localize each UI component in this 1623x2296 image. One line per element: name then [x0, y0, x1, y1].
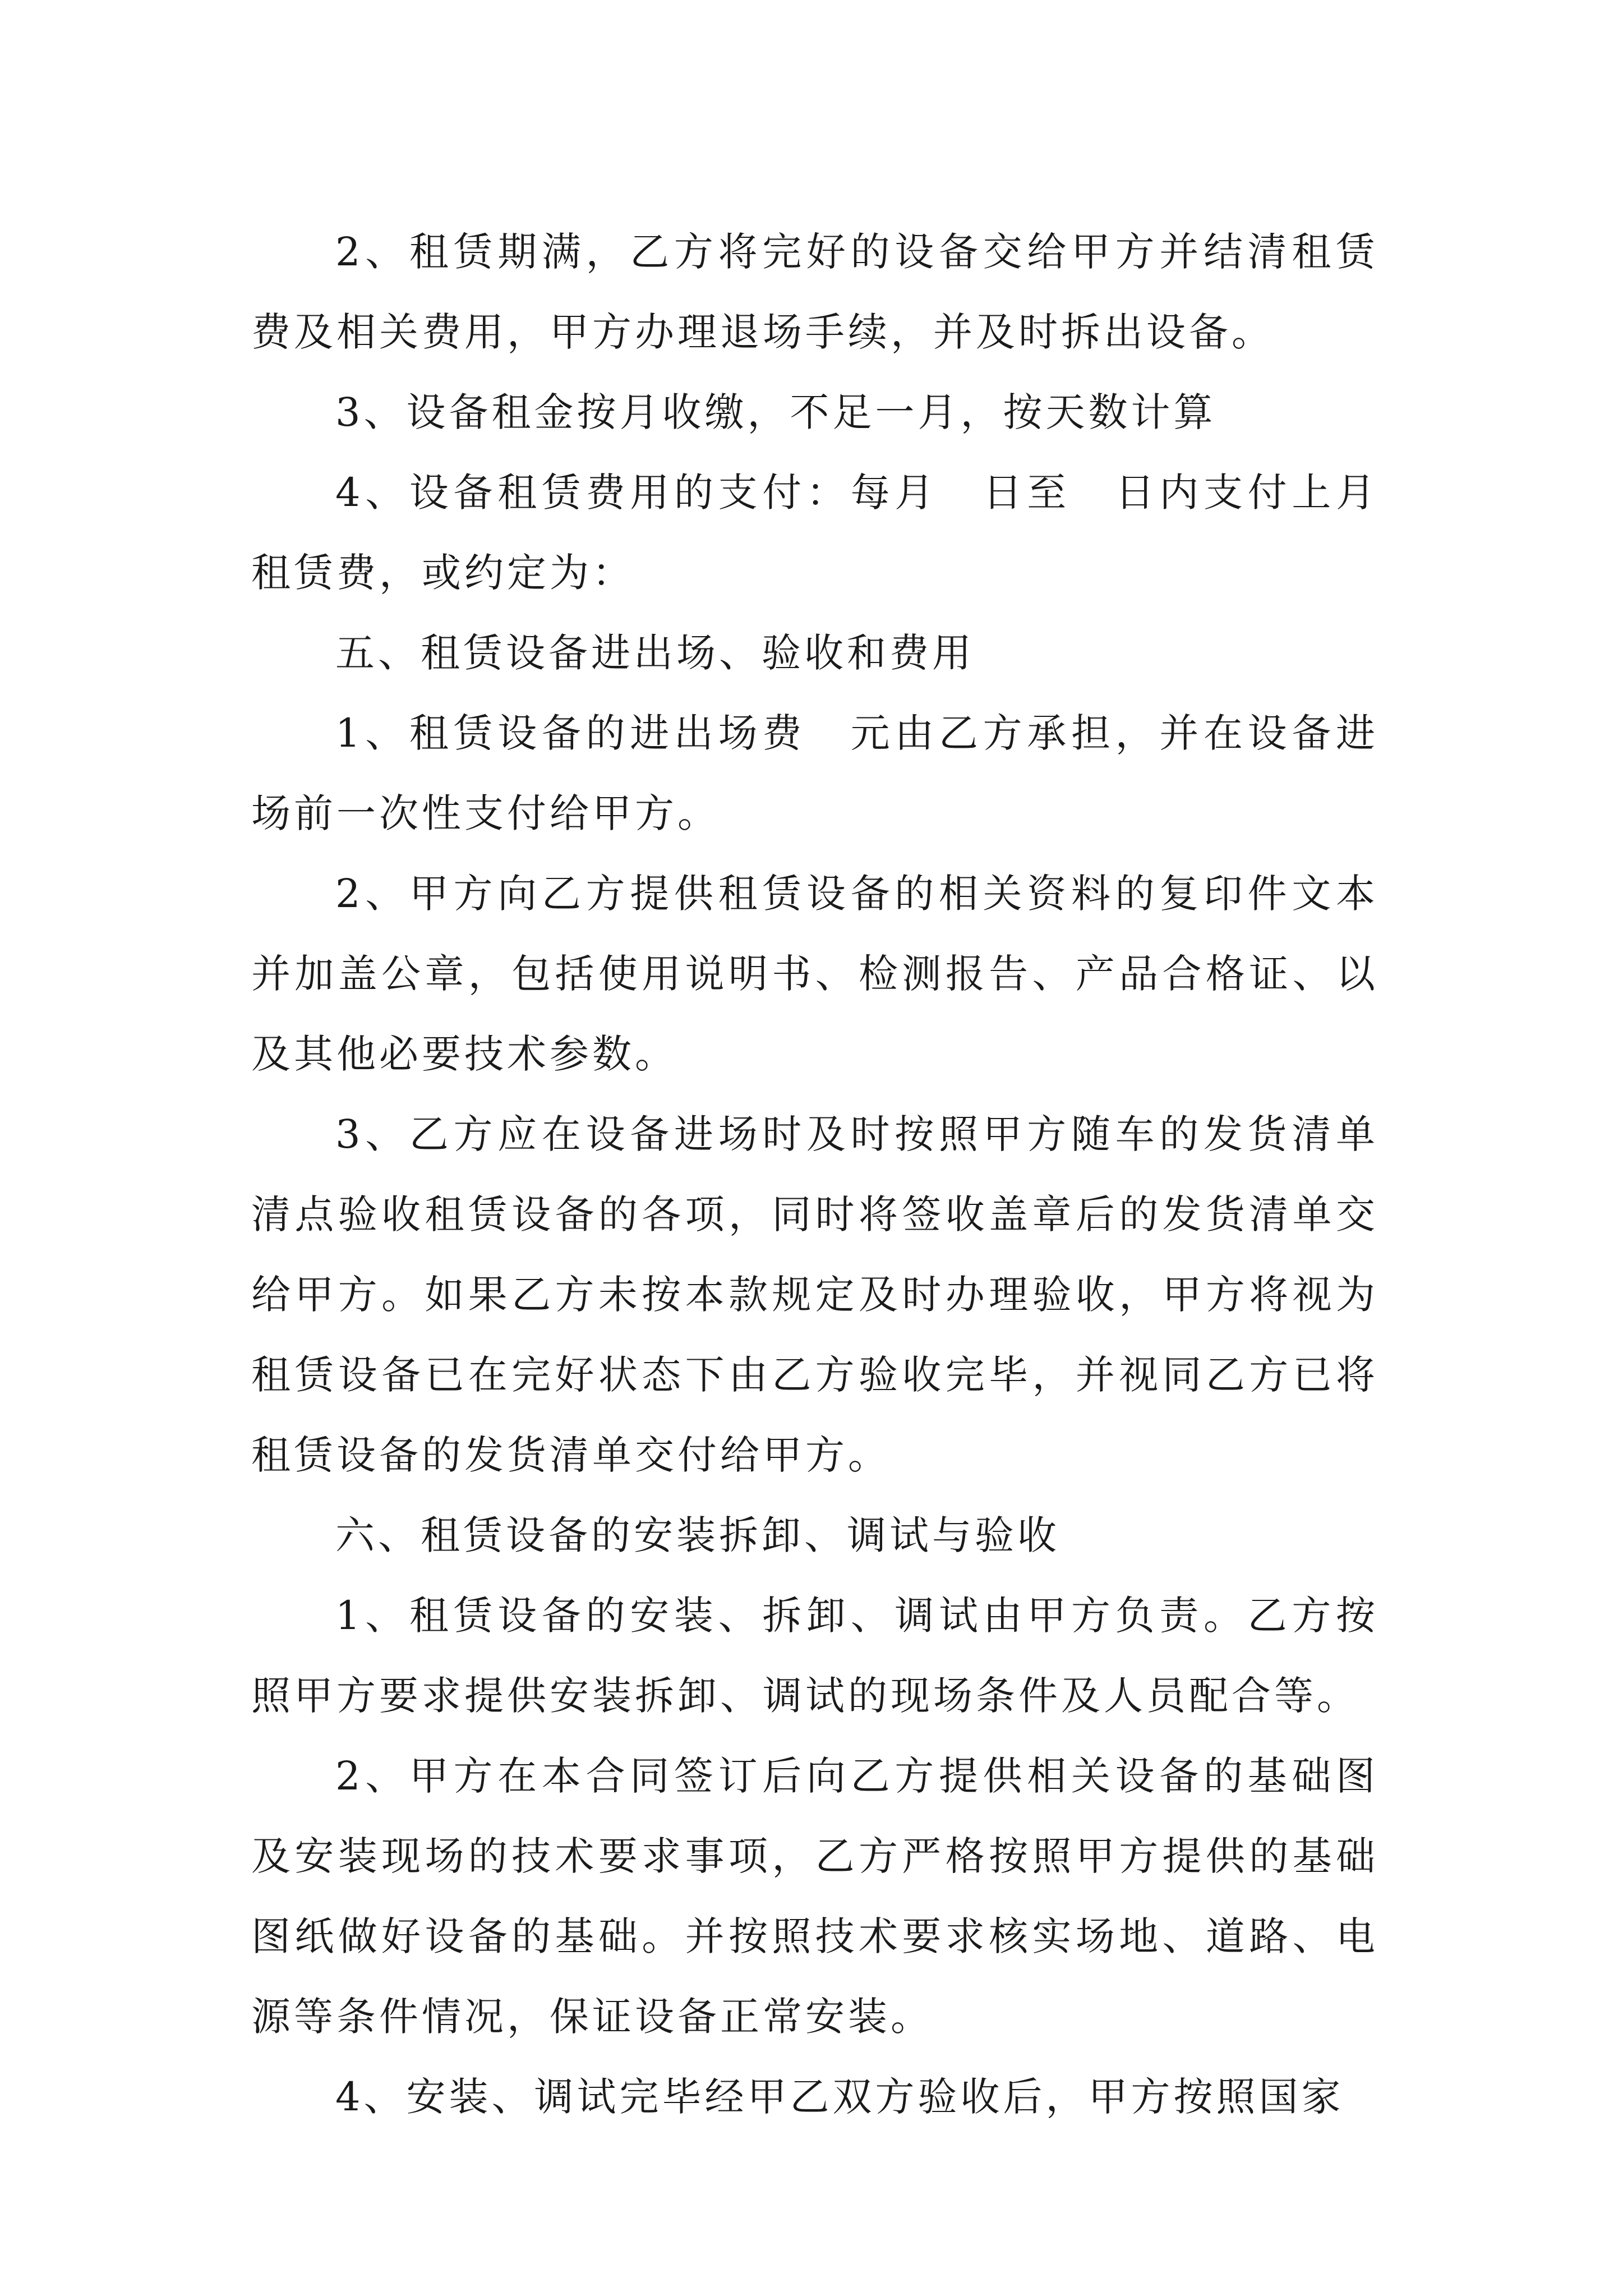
paragraph-foundation-drawings: 2、甲方在本合同签订后向乙方提供相关设备的基础图及安装现场的技术要求事项，乙方严格按照甲方提供的基础图纸做好设备的基础。并按照技术要求核实场地、道路、电源等条件情况，保证设备正常安装。 — [251, 1753, 1378, 2040]
paragraph-return-of-equipment: 2、租赁期满，乙方将完好的设备交给甲方并结清租赁费及相关费用，甲方办理退场手续，并及时拆出设备。 — [251, 229, 1378, 355]
document-body — [251, 212, 1378, 2137]
paragraph-rent-payment: 4、设备租赁费用的支付：每月 日至 日内支付上月租赁费，或约定为： — [251, 470, 1378, 596]
paragraph-acceptance-inspection: 3、乙方应在设备进场时及时按照甲方随车的发货清单清点验收租赁设备的各项，同时将签收盖章后的发货清单交给甲方。如果乙方未按本款规定及时办理验收，甲方将视为租赁设备已在完好状态下由乙方验收完毕，并视同乙方已将租赁设备的发货清单交付给甲方。 — [251, 1111, 1378, 1478]
paragraph-equipment-documents: 2、甲方向乙方提供租赁设备的相关资料的复印件文本并加盖公章，包括使用说明书、检测报告、产品合格证、以及其他必要技术参数。 — [251, 871, 1378, 1077]
paragraph-entry-exit-fee: 1、租赁设备的进出场费 元由乙方承担，并在设备进场前一次性支付给甲方。 — [251, 710, 1378, 836]
section-heading-installation: 六、租赁设备的安装拆卸、调试与验收 — [335, 1512, 1060, 1558]
paragraph-post-installation: 4、安装、调试完毕经甲乙双方验收后，甲方按照国家 — [335, 2074, 1344, 2120]
paragraph-installation-responsibility: 1、租赁设备的安装、拆卸、调试由甲方负责。乙方按照甲方要求提供安装拆卸、调试的现场条件及人员配合等。 — [251, 1593, 1378, 1719]
section-heading-entry-exit: 五、租赁设备进出场、验收和费用 — [335, 630, 975, 676]
paragraph-monthly-rent: 3、设备租金按月收缴，不足一月，按天数计算 — [335, 389, 1216, 435]
